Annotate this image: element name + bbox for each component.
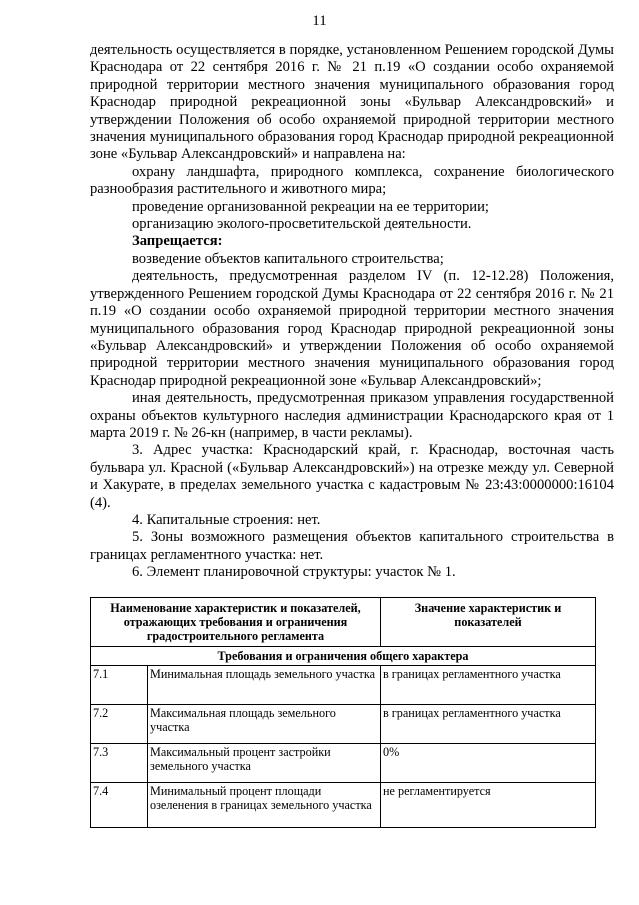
row-number: 7.1 bbox=[91, 666, 148, 705]
table-row bbox=[91, 666, 596, 705]
row-name: Максимальная площадь земельного участка bbox=[148, 705, 381, 744]
row-name: Минимальная площадь земельного участка bbox=[148, 666, 381, 705]
table-row bbox=[91, 705, 596, 744]
row-value: в границах регламентного участка bbox=[381, 666, 596, 705]
table-row bbox=[91, 783, 596, 828]
table-header-row bbox=[91, 598, 596, 647]
section-title: Требования и ограничения общего характера bbox=[91, 647, 596, 666]
paragraph: охрану ландшафта, природного комплекса, сохранение биологического разнообразия растительного и животного мира; bbox=[90, 163, 614, 198]
prohibited-heading: Запрещается: bbox=[132, 233, 223, 250]
paragraph: 4. Капитальные строения: нет. bbox=[132, 511, 321, 528]
paragraph: возведение объектов капитального строительства; bbox=[132, 250, 444, 267]
paragraph: деятельность осуществляется в порядке, установленном Решением городской Думы Краснодара от 22 сентября 2016 г. № 21 п.19 «О создании особо охраняемой природной территории местного значения муниципального образования город Краснодар природной рекреационной зоны «Бульвар Александровский» и утверждении Положения об особо охраняемой природной территории местного значения муниципального образования город Краснодар природной рекреационной зоне «Бульвар Александровский» и направлена на: bbox=[90, 42, 614, 163]
regulation-table bbox=[90, 597, 596, 828]
row-value: 0% bbox=[381, 744, 596, 783]
row-name: Минимальный процент площади озеленения в границах земельного участка bbox=[148, 783, 381, 828]
row-value: в границах регламентного участка bbox=[381, 705, 596, 744]
header-characteristic: Наименование характеристик и показателей, отражающих требования и ограничения градостроительного регламента bbox=[91, 598, 381, 647]
header-value: Значение характеристик и показателей bbox=[381, 598, 596, 647]
row-number: 7.3 bbox=[91, 744, 148, 783]
paragraph: проведение организованной рекреации на ее территории; bbox=[132, 198, 489, 215]
row-value: не регламентируется bbox=[381, 783, 596, 828]
paragraph: организацию эколого-просветительской деятельности. bbox=[132, 216, 472, 233]
table-section-row bbox=[91, 647, 596, 666]
paragraph: 3. Адрес участка: Краснодарский край, г. Краснодар, восточная часть бульвара ул. Красной («Бульвар Александровский») на отрезке между ул. Северной и Хакурате, в пределах земельного участка с кадастровым № 23:43:0000000:16104 (4). bbox=[90, 442, 614, 511]
paragraph: 6. Элемент планировочной структуры: участок № 1. bbox=[132, 564, 456, 581]
body-text bbox=[90, 42, 614, 582]
row-number: 7.4 bbox=[91, 783, 148, 828]
row-name: Максимальный процент застройки земельного участка bbox=[148, 744, 381, 783]
paragraph: иная деятельность, предусмотренная приказом управления государственной охраны объектов культурного наследия администрации Краснодарского края от 1 марта 2019 г. № 26-кн (например, в части рекламы). bbox=[90, 390, 614, 441]
table-row bbox=[91, 744, 596, 783]
page-number: 11 bbox=[312, 13, 327, 29]
paragraph: 5. Зоны возможного размещения объектов капитального строительства в границах регламентного участка: нет. bbox=[90, 529, 614, 563]
paragraph: деятельность, предусмотренная разделом IV (п. 12-12.28) Положения, утвержденного Решением городской Думы Краснодара от 22 сентября 2016 г. № 21 п.19 «О создании особо охраняемой природной территории местного значения муниципального образования город Краснодар природной рекреационной зоны «Бульвар Александровский» и утверждении Положения об особо охраняемой природной территории местного значения муниципального образования город Краснодар природной рекреационной зоне «Бульвар Александровский»; bbox=[90, 268, 614, 389]
row-number: 7.2 bbox=[91, 705, 148, 744]
